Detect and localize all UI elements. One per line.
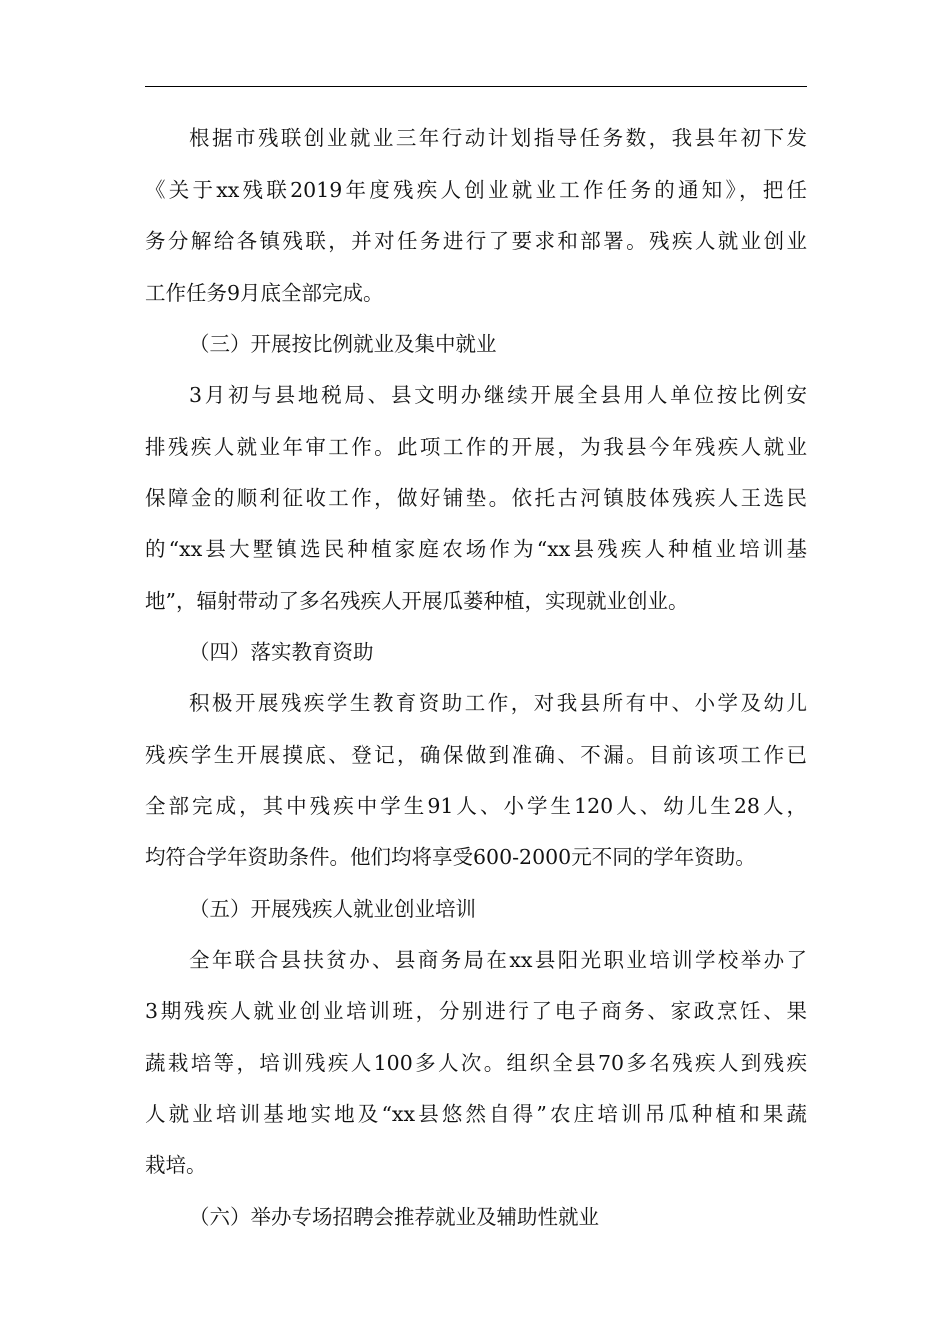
paragraph-line: 均符合学年资助条件。他们均将享受600-2000元不同的学年资助。 (145, 845, 756, 869)
paragraph-line: 蔬栽培等，培训残疾人100多人次。组织全县70多名残疾人到残疾 (145, 1051, 807, 1075)
section-heading: （五）开展残疾人就业创业培训 (189, 897, 476, 921)
paragraph-line: 积极开展残疾学生教育资助工作，对我县所有中、小学及幼儿 (189, 691, 807, 715)
paragraph-line: 根据市残联创业就业三年行动计划指导任务数，我县年初下发 (189, 126, 807, 150)
paragraph-line: 务分解给各镇残联，并对任务进行了要求和部署。残疾人就业创业 (145, 229, 807, 253)
paragraph-line: 3期残疾人就业创业培训班，分别进行了电子商务、家政烹饪、果 (145, 999, 807, 1023)
paragraph-line: 的“xx县大墅镇选民种植家庭农场作为“xx县残疾人种植业培训基 (145, 537, 807, 561)
paragraph-line: 残疾学生开展摸底、登记，确保做到准确、不漏。目前该项工作已 (145, 743, 807, 767)
paragraph-line: 工作任务9月底全部完成。 (145, 281, 384, 305)
section-heading: （四）落实教育资助 (189, 640, 374, 664)
header-rule (145, 86, 807, 87)
paragraph-line: 3月初与县地税局、县文明办继续开展全县用人单位按比例安 (189, 383, 807, 407)
paragraph-line: 地”，辐射带动了多名残疾人开展瓜蒌种植，实现就业创业。 (145, 589, 689, 613)
paragraph-line: 人就业培训基地实地及“xx县悠然自得”农庄培训吊瓜种植和果蔬 (145, 1102, 807, 1126)
section-heading: （三）开展按比例就业及集中就业 (189, 332, 497, 356)
paragraph-line: 《关于xx残联2019年度残疾人创业就业工作任务的通知》，把任 (145, 178, 807, 202)
paragraph-line: 排残疾人就业年审工作。此项工作的开展，为我县今年残疾人就业 (145, 435, 807, 459)
paragraph-line: 栽培。 (145, 1153, 207, 1177)
paragraph-line: 全部完成，其中残疾中学生91人、小学生120人、幼儿生28人， (145, 794, 807, 818)
paragraph-line: 保障金的顺利征收工作，做好铺垫。依托古河镇肢体残疾人王选民 (145, 486, 807, 510)
paragraph-line: 全年联合县扶贫办、县商务局在xx县阳光职业培训学校举办了 (189, 948, 807, 972)
section-heading: （六）举办专场招聘会推荐就业及辅助性就业 (189, 1205, 599, 1229)
